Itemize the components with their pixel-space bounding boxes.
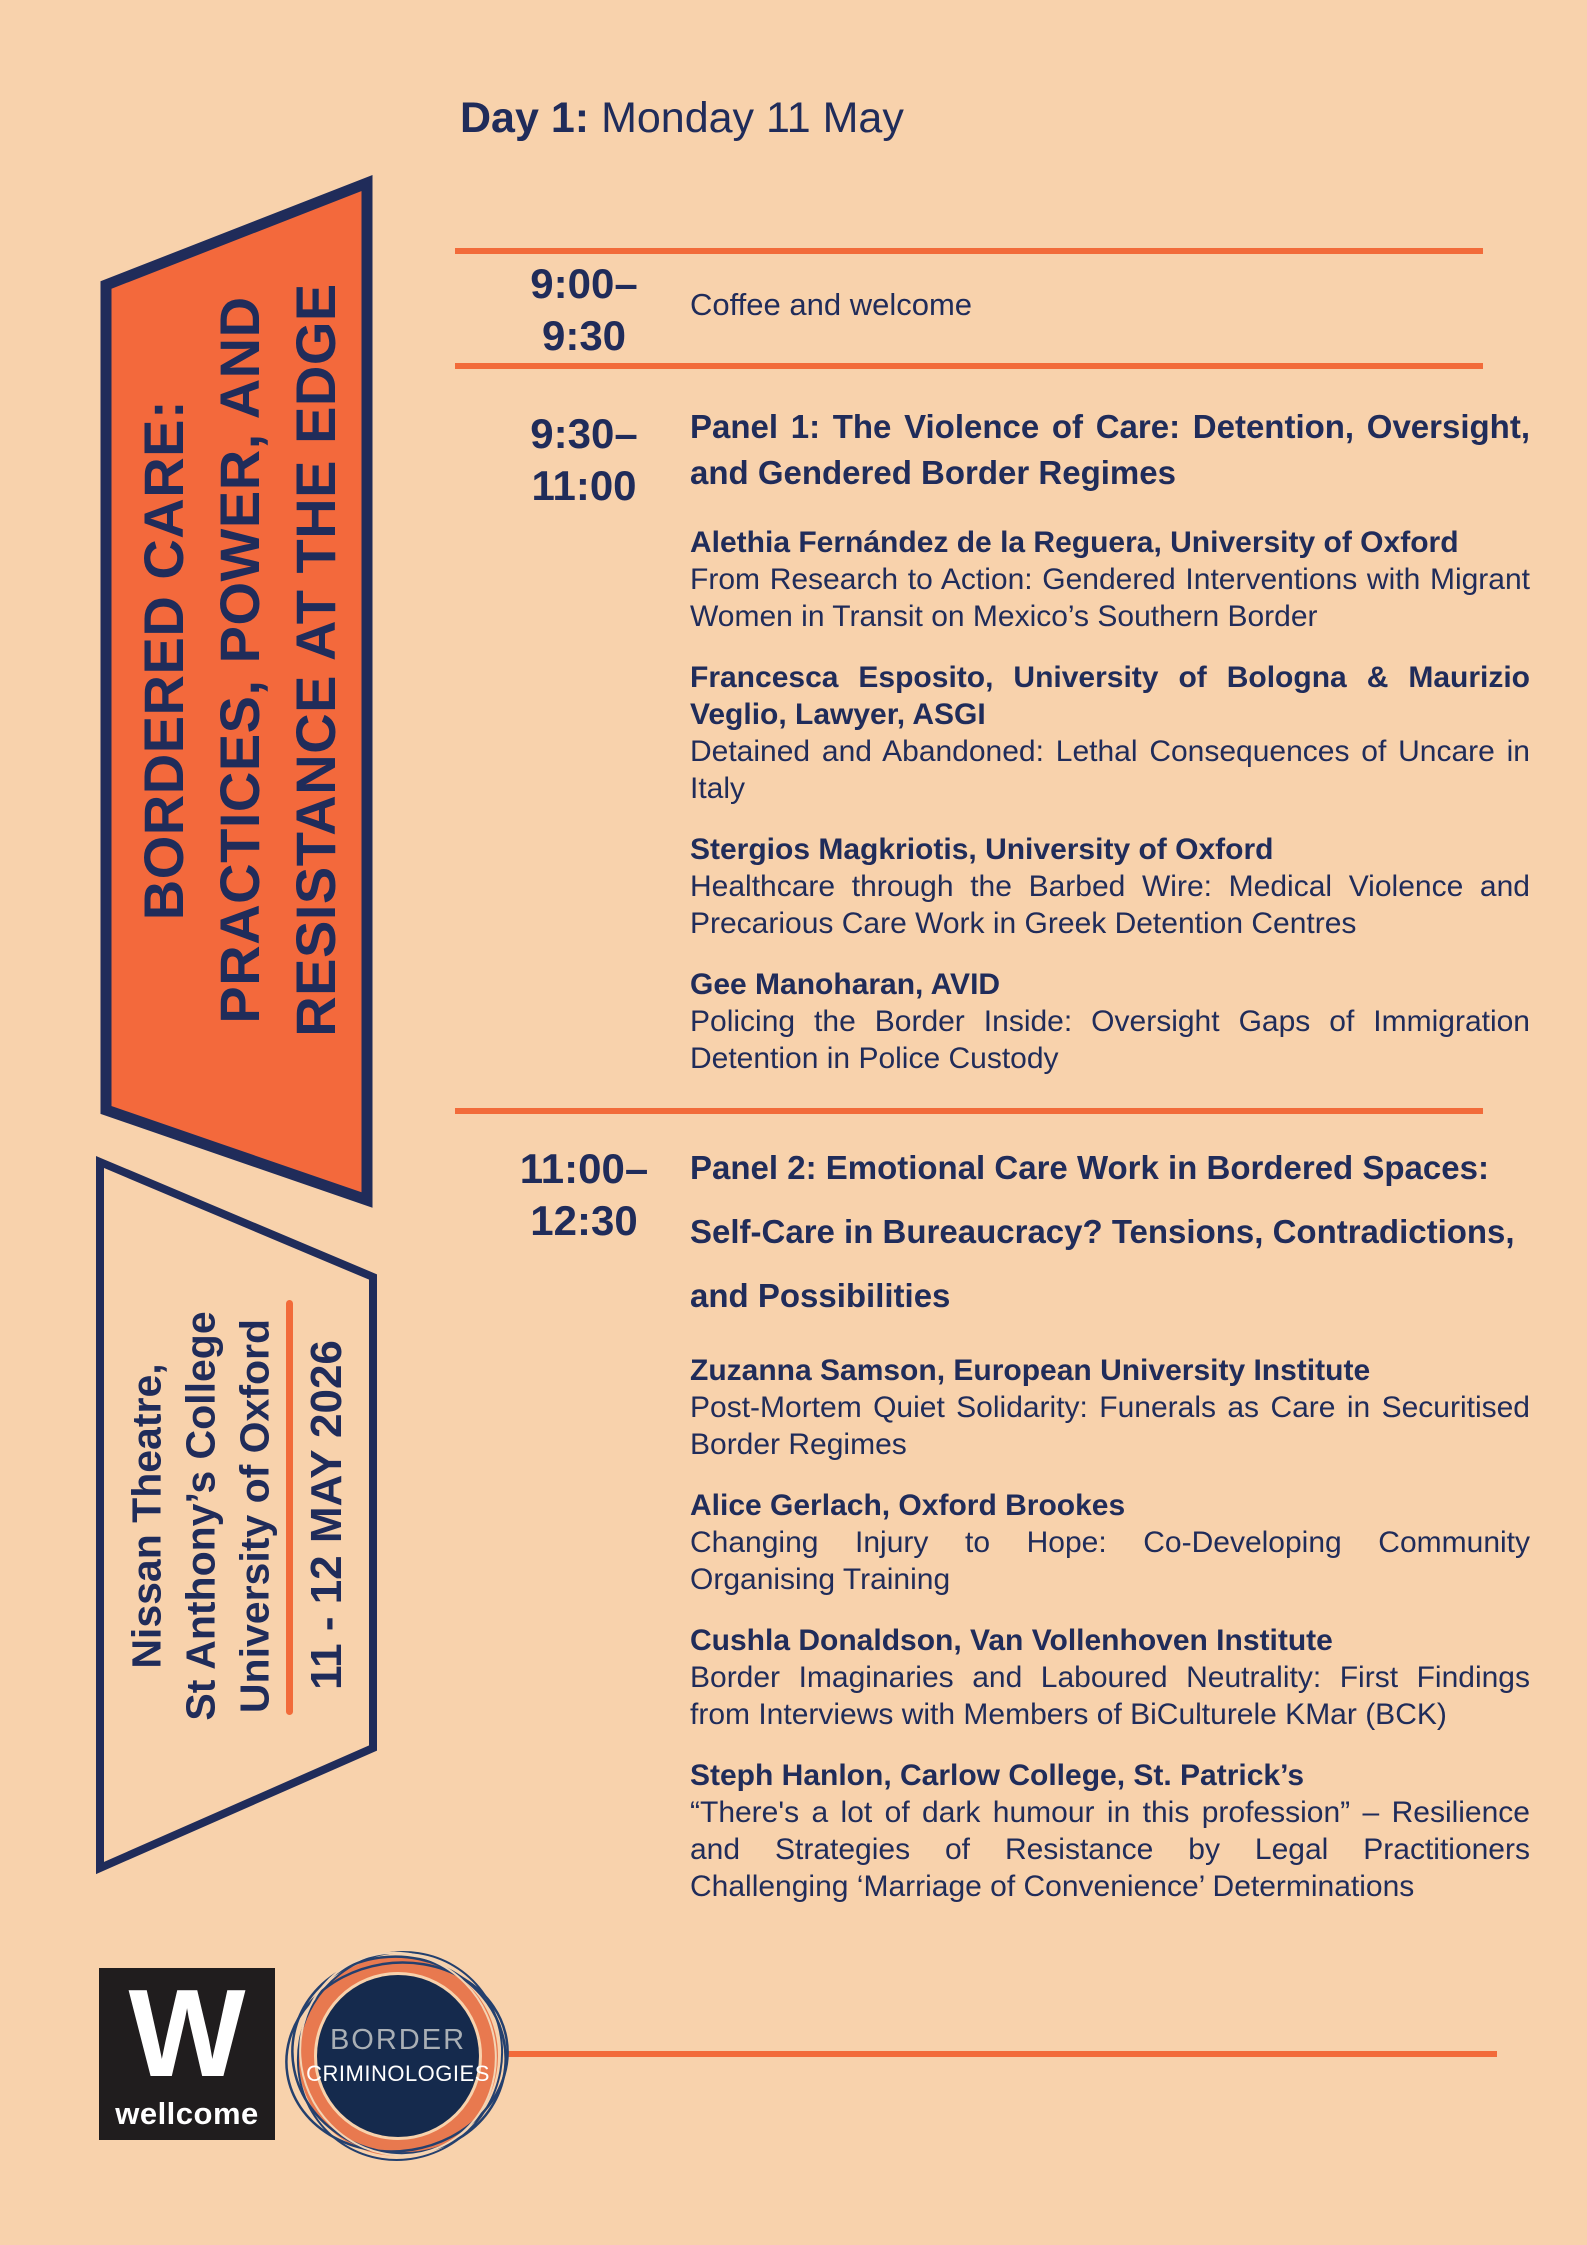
- schedule-divider: [455, 363, 1483, 369]
- talk-title: Detained and Abandoned: Lethal Consequences of Uncare in Italy: [690, 735, 1530, 805]
- conference-title: [122, 215, 358, 1105]
- speaker-name: Alice Gerlach, Oxford Brookes: [690, 1489, 1126, 1522]
- speaker-name: Stergios Magkriotis, University of Oxford: [690, 833, 1274, 866]
- talk-item: [690, 1757, 1530, 1905]
- venue-info: [121, 1194, 281, 1839]
- border-criminologies-logo: [282, 1940, 516, 2174]
- talk-item: [690, 831, 1530, 942]
- talk-item: [690, 524, 1530, 635]
- talk-item: [690, 1622, 1530, 1733]
- wellcome-wordmark: wellcome: [115, 2096, 259, 2131]
- conference-dates: 11 - 12 MAY 2026: [302, 1340, 351, 1690]
- venue-line: St Anthony’s College: [177, 1311, 224, 1721]
- time-start: 11:00–: [519, 1145, 649, 1192]
- talk-title: Post-Mortem Quiet Solidarity: Funerals as Care in Securitised Border Regimes: [690, 1391, 1530, 1461]
- talk-title: Policing the Border Inside: Oversight Gaps of Immigration Detention in Police Custody: [690, 1005, 1530, 1075]
- session-panel-2: [690, 1136, 1530, 1905]
- talk-item: [690, 1352, 1530, 1463]
- talk-item: [690, 659, 1530, 807]
- speaker-name: Gee Manoharan, AVID: [690, 968, 1001, 1001]
- speaker-name: Steph Hanlon, Carlow College, St. Patrick’s: [690, 1759, 1305, 1792]
- footer-divider: [505, 2051, 1497, 2057]
- bc-navy-disc: [317, 1975, 479, 2137]
- talk-title: Border Imaginaries and Laboured Neutrality: First Findings from Interviews with Members of BiCulturele KMar (BCK): [690, 1661, 1530, 1731]
- time-start: 9:30–: [530, 410, 638, 457]
- session-time: [495, 258, 673, 362]
- time-end: 11:00: [531, 462, 637, 509]
- venue-divider-rule: [286, 1300, 293, 1715]
- time-end: 9:30: [541, 312, 627, 359]
- speaker-name: Cushla Donaldson, Van Vollenhoven Institute: [690, 1624, 1333, 1657]
- session-panel-1: [690, 404, 1530, 1077]
- session-time: [495, 1143, 673, 1247]
- conference-title-line: BORDERED CARE:: [132, 399, 195, 921]
- talk-item: [690, 966, 1530, 1077]
- session-title: Coffee and welcome: [690, 287, 973, 322]
- schedule-divider: [455, 1108, 1483, 1114]
- panel-title: Panel 1: The Violence of Care: Detention, Oversight, and Gendered Border Regimes: [690, 408, 1530, 491]
- day-header: [460, 92, 904, 144]
- talk-title: From Research to Action: Gendered Interventions with Migrant Women in Transit on Mexico’s Southern Border: [690, 563, 1530, 633]
- talk-item: [690, 1487, 1530, 1598]
- wellcome-w-icon: W: [128, 1965, 246, 2103]
- venue-line: University of Oxford: [231, 1318, 278, 1714]
- time-start: 9:00–: [530, 260, 638, 307]
- talk-title: Healthcare through the Barbed Wire: Medical Violence and Precarious Care Work in Greek Detention Centres: [690, 870, 1530, 940]
- day-label: Day 1:: [460, 94, 590, 142]
- session-coffee: [690, 286, 1530, 324]
- wellcome-logo: [99, 1965, 275, 2140]
- day-date: Monday 11 May: [601, 94, 904, 142]
- bc-criminologies-text: CRIMINOLOGIES: [306, 2061, 490, 2086]
- talk-title: Changing Injury to Hope: Co-Developing Community Organising Training: [690, 1526, 1530, 1596]
- bc-border-text: BORDER: [329, 2024, 467, 2056]
- speaker-name: Alethia Fernández de la Reguera, University of Oxford: [690, 526, 1459, 559]
- session-time: [495, 408, 673, 512]
- conference-title-line: RESISTANCE AT THE EDGE: [284, 283, 347, 1037]
- panel-title: Panel 2: Emotional Care Work in Bordered Spaces: Self-Care in Bureaucracy? Tensions, Contradictions, and Possibilities: [690, 1149, 1515, 1314]
- conference-title-line: PRACTICES, POWER, AND: [208, 296, 271, 1024]
- talk-title: “There's a lot of dark humour in this profession” – Resilience and Strategies of Resistance by Legal Practitioners Challenging ‘Marriage of Convenience’ Determinations: [690, 1796, 1530, 1903]
- venue-line: Nissan Theatre,: [123, 1363, 170, 1669]
- schedule-divider: [455, 248, 1483, 254]
- speaker-name: Francesca Esposito, University of Bologna & Maurizio Veglio, Lawyer, ASGI: [690, 661, 1530, 731]
- speaker-name: Zuzanna Samson, European University Institute: [690, 1354, 1371, 1387]
- time-end: 12:30: [530, 1197, 638, 1244]
